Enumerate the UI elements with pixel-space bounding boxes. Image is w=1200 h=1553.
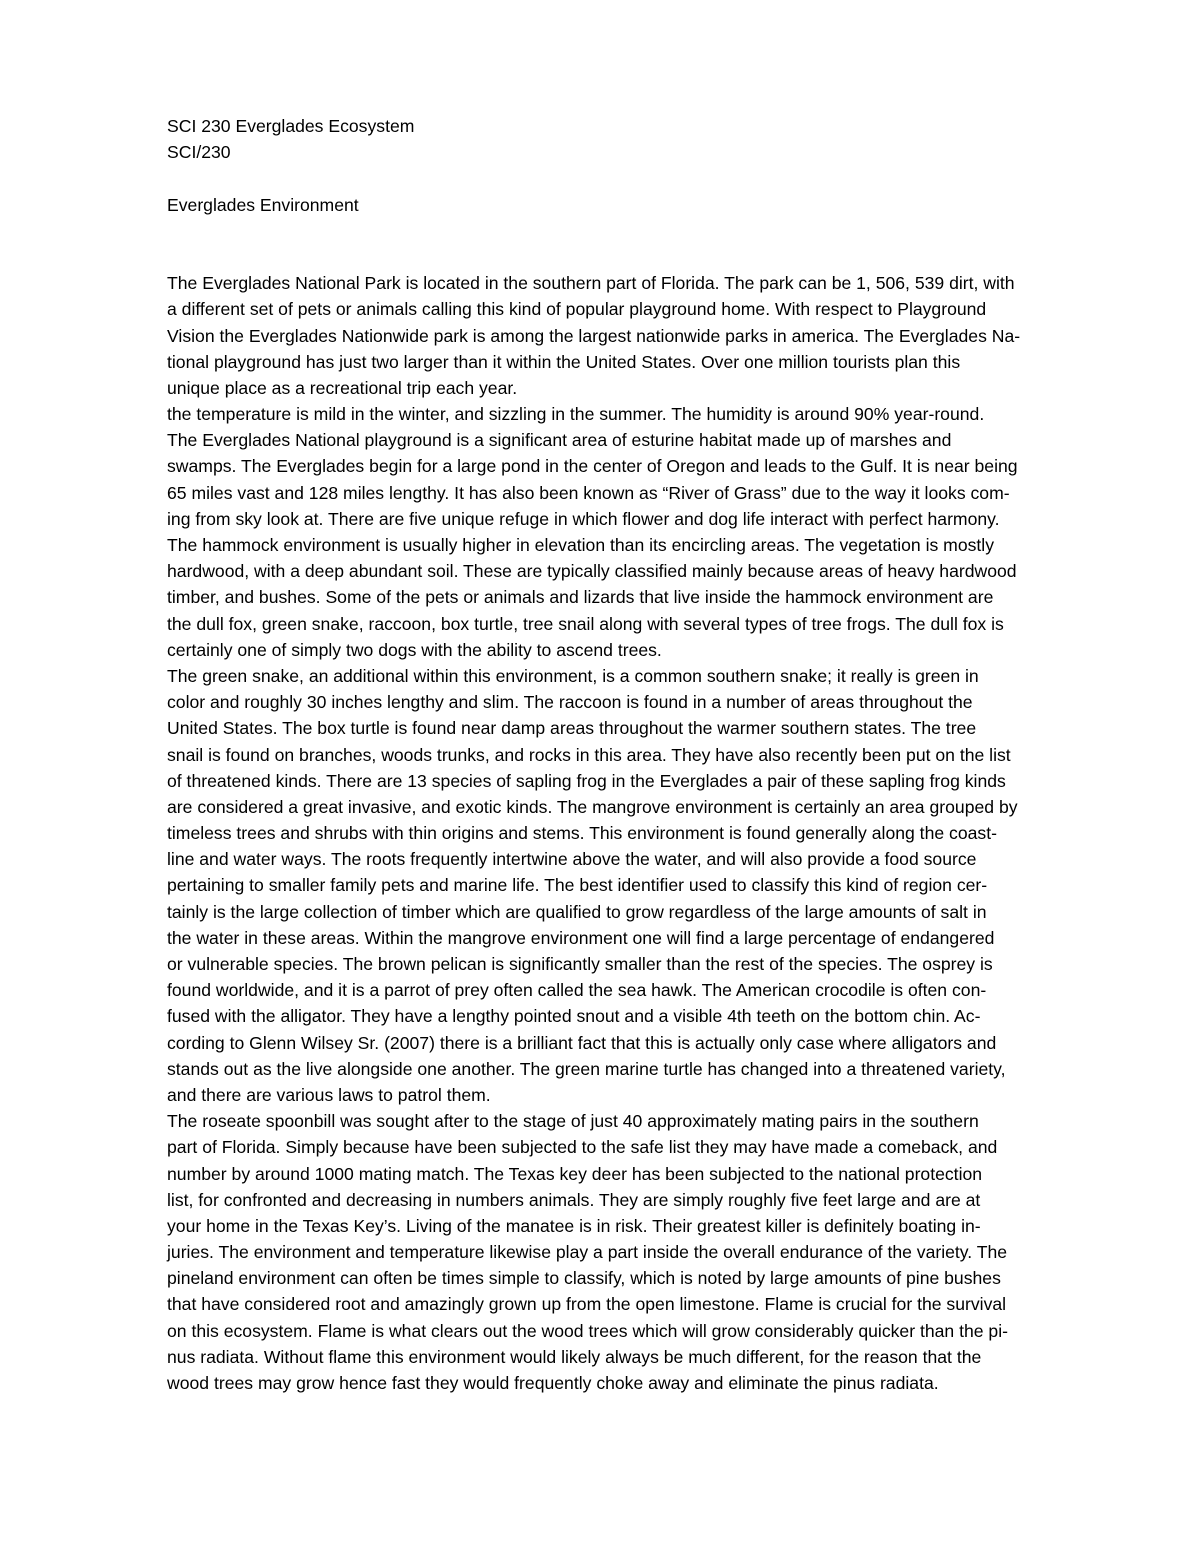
body-line: The hammock environment is usually higher in elevation than its encircling areas. The vegetation is mostly [167, 535, 994, 555]
body-line: number by around 1000 mating match. The Texas key deer has been subjected to the national protection [167, 1163, 983, 1184]
body-line: fused with the alligator. They have a lengthy pointed snout and a visible 4th teeth on the bottom chin. Ac- [167, 1006, 981, 1027]
body-line: or vulnerable species. The brown pelican is significantly smaller than the rest of the species. The osprey is [167, 954, 993, 974]
spacer [167, 218, 1127, 244]
body-line: on this ecosystem. Flame is what clears out the wood trees which will grow considerably quicker than the pi- [167, 1320, 1008, 1341]
body-line: the temperature is mild in the winter, and sizzling in the summer. The humidity is around 90% year-round. [167, 404, 985, 425]
body-line: nus radiata. Without flame this environment would likely always be much different, for the reason that the [167, 1346, 982, 1367]
body-line: pineland environment can often be times simple to classify, which is noted by large amounts of pine bushes [167, 1268, 1001, 1289]
body-line: The Everglades National playground is a significant area of esturine habitat made up of marshes and [167, 430, 952, 451]
body-line: tional playground has just two larger than it within the United States. Over one million tourists plan this [167, 351, 961, 372]
header-title: SCI 230 Everglades Ecosystem [167, 116, 415, 136]
body-line: a different set of pets or animals calling this kind of popular playground home. With respect to Playground [167, 299, 987, 320]
spacer [167, 165, 1127, 191]
body-text [167, 270, 1127, 1396]
body-line: hardwood, with a deep abundant soil. These are typically classified mainly because areas of heavy hardwood [167, 561, 1017, 582]
body-line: ing from sky look at. There are five unique refuge in which flower and dog life interact with perfect harmony. [167, 508, 1000, 529]
body-line: the water in these areas. Within the mangrove environment one will find a large percentage of endangered [167, 927, 995, 948]
body-line: certainly one of simply two dogs with the ability to ascend trees. [167, 639, 662, 660]
body-line: part of Florida. Simply because have been subjected to the safe list they may have made a comeback, and [167, 1137, 998, 1158]
body-line: swamps. The Everglades begin for a large pond in the center of Oregon and leads to the Gulf. It is near being [167, 456, 1018, 477]
body-line: tainly is the large collection of timber which are qualified to grow regardless of the large amounts of salt in [167, 901, 987, 922]
body-line: stands out as the live alongside one another. The green marine turtle has changed into a threatened variety, [167, 1058, 1006, 1079]
body-line: color and roughly 30 inches lengthy and slim. The raccoon is found in a number of areas throughout the [167, 692, 973, 713]
body-line: 65 miles vast and 128 miles lengthy. It has also been known as “River of Grass” due to the way it looks com- [167, 482, 1010, 503]
body-line: snail is found on branches, woods trunks, and rocks in this area. They have also recently been put on the list [167, 744, 1011, 765]
body-line: found worldwide, and it is a parrot of prey often called the sea hawk. The American crocodile is often con- [167, 980, 987, 1001]
body-line: are considered a great invasive, and exotic kinds. The mangrove environment is certainly an area grouped by [167, 796, 1018, 817]
body-line: United States. The box turtle is found near damp areas throughout the warmer southern states. The tree [167, 718, 977, 739]
body-line: unique place as a recreational trip each year. [167, 377, 518, 398]
body-line: juries. The environment and temperature likewise play a part inside the overall endurance of the variety. The [167, 1242, 1008, 1263]
body-line: of threatened kinds. There are 13 species of sapling frog in the Everglades a pair of these sapling frog kinds [167, 770, 1006, 791]
body-line: The Everglades National Park is located in the southern part of Florida. The park can be 1, 506, 539 dirt, with [167, 273, 1015, 294]
body-line: Vision the Everglades Nationwide park is among the largest nationwide parks in america. The Everglades Na- [167, 325, 1021, 346]
body-line: timeless trees and shrubs with thin origins and stems. This environment is found generally along the coast- [167, 823, 997, 844]
body-line: The green snake, an additional within this environment, is a common southern snake; it really is green in [167, 665, 979, 686]
document-content [167, 113, 1127, 1396]
body-line: cording to Glenn Wilsey Sr. (2007) there is a brilliant fact that this is actually only case where alligators and [167, 1032, 997, 1053]
section-title: Everglades Environment [167, 194, 359, 215]
body-line: and there are various laws to patrol them. [167, 1084, 491, 1105]
spacer [167, 244, 1127, 270]
body-line: that have considered root and amazingly grown up from the open limestone. Flame is crucial for the survival [167, 1294, 1007, 1315]
header-course: SCI/230 [167, 142, 231, 163]
body-line: list, for confronted and decreasing in numbers animals. They are simply roughly five feet large and are at [167, 1189, 981, 1210]
body-line: the dull fox, green snake, raccoon, box turtle, tree snail along with several types of tree frogs. The dull fox is [167, 613, 1004, 634]
body-line: The roseate spoonbill was sought after to the stage of just 40 approximately mating pairs in the southern [167, 1111, 979, 1132]
body-line: your home in the Texas Key’s. Living of the manatee is in risk. Their greatest killer is definitely boating in- [167, 1215, 981, 1236]
body-line: wood trees may grow hence fast they would frequently choke away and eliminate the pinus radiata. [167, 1373, 939, 1393]
body-line: pertaining to smaller family pets and marine life. The best identifier used to classify this kind of region cer- [167, 875, 988, 896]
body-line: timber, and bushes. Some of the pets or animals and lizards that live inside the hammock environment are [167, 587, 994, 608]
body-line: line and water ways. The roots frequently intertwine above the water, and will also provide a food source [167, 849, 977, 870]
